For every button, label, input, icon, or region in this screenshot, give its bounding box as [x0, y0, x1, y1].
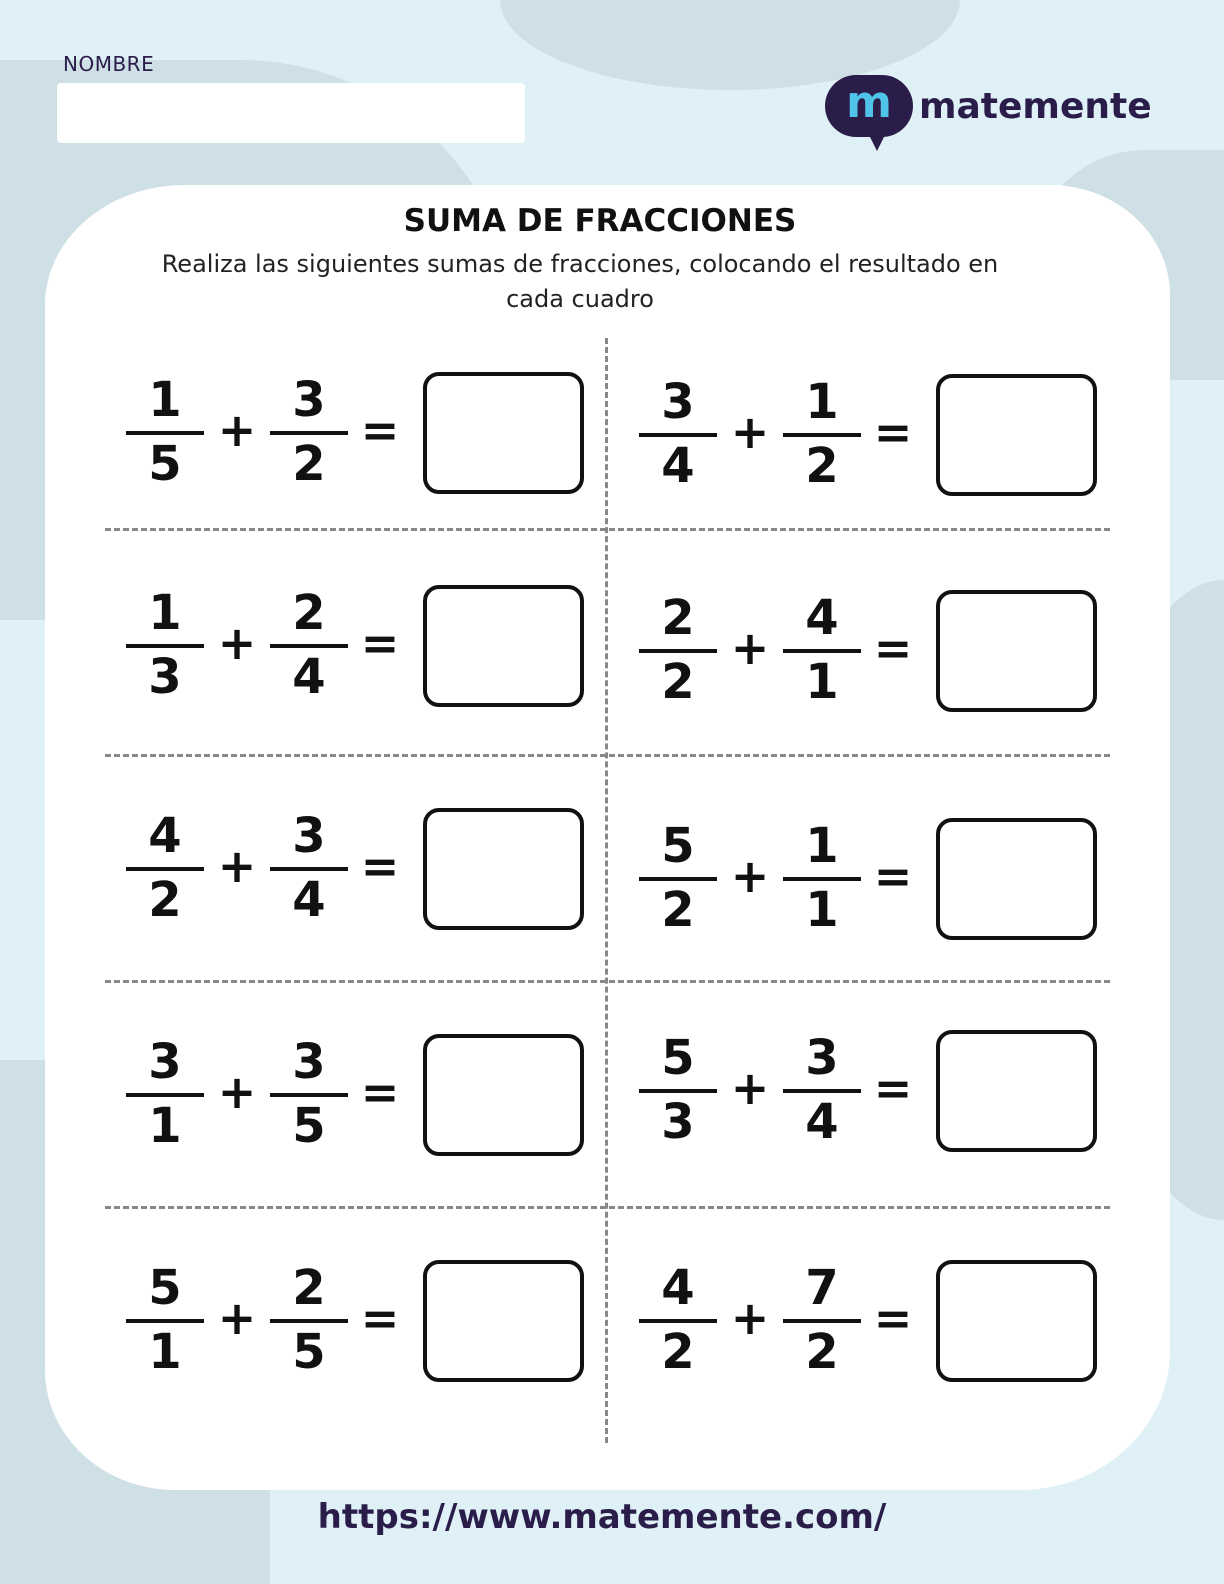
- denominator: 4: [805, 1094, 839, 1150]
- fraction-bar: [126, 431, 204, 435]
- equals-sign: =: [360, 1065, 400, 1119]
- denominator: 1: [148, 1324, 182, 1380]
- fraction-a: [639, 1030, 717, 1150]
- denominator: 3: [661, 1094, 695, 1150]
- numerator: 4: [148, 808, 182, 864]
- fraction-b: [270, 372, 348, 492]
- fraction-a: [639, 590, 717, 710]
- equals-sign: =: [873, 621, 913, 675]
- answer-box[interactable]: [423, 372, 584, 494]
- fraction-bar: [126, 867, 204, 871]
- numerator: 3: [148, 1034, 182, 1090]
- fraction-b: [270, 585, 348, 705]
- fraction-bar: [126, 644, 204, 648]
- fraction-bar: [783, 649, 861, 653]
- fraction-b: [783, 590, 861, 710]
- numerator: 1: [805, 818, 839, 874]
- fraction-b: [783, 1030, 861, 1150]
- fraction-b: [270, 1260, 348, 1380]
- equals-sign: =: [360, 616, 400, 670]
- fraction-bar: [639, 877, 717, 881]
- horizontal-divider: [105, 528, 1110, 531]
- fraction-b: [783, 374, 861, 494]
- name-label: NOMBRE: [63, 52, 155, 76]
- equals-sign: =: [873, 1061, 913, 1115]
- fraction-bar: [639, 649, 717, 653]
- plus-sign: +: [217, 403, 257, 457]
- equals-sign: =: [873, 405, 913, 459]
- denominator: 2: [661, 1324, 695, 1380]
- numerator: 5: [661, 818, 695, 874]
- plus-sign: +: [730, 849, 770, 903]
- fraction-bar: [126, 1319, 204, 1323]
- denominator: 3: [148, 649, 182, 705]
- fraction-bar: [270, 431, 348, 435]
- answer-box[interactable]: [936, 1030, 1097, 1152]
- fraction-b: [270, 1034, 348, 1154]
- answer-box[interactable]: [936, 590, 1097, 712]
- plus-sign: +: [730, 621, 770, 675]
- fraction-bar: [639, 1089, 717, 1093]
- fraction-a: [126, 372, 204, 492]
- fraction-bar: [126, 1093, 204, 1097]
- numerator: 1: [148, 372, 182, 428]
- numerator: 5: [148, 1260, 182, 1316]
- logo-letter: m: [846, 77, 892, 128]
- vertical-divider: [605, 338, 608, 1443]
- denominator: 5: [148, 436, 182, 492]
- fraction-a: [126, 585, 204, 705]
- denominator: 2: [661, 882, 695, 938]
- numerator: 2: [661, 590, 695, 646]
- answer-box[interactable]: [423, 1260, 584, 1382]
- numerator: 5: [661, 1030, 695, 1086]
- plus-sign: +: [217, 1291, 257, 1345]
- denominator: 5: [292, 1098, 326, 1154]
- equals-sign: =: [360, 839, 400, 893]
- speech-bubble-icon: [825, 75, 913, 137]
- numerator: 4: [661, 1260, 695, 1316]
- plus-sign: +: [730, 405, 770, 459]
- numerator: 2: [292, 585, 326, 641]
- horizontal-divider: [105, 980, 1110, 983]
- fraction-bar: [270, 644, 348, 648]
- denominator: 2: [148, 872, 182, 928]
- numerator: 2: [292, 1260, 326, 1316]
- fraction-b: [783, 1260, 861, 1380]
- numerator: 3: [805, 1030, 839, 1086]
- fraction-a: [126, 1260, 204, 1380]
- fraction-bar: [270, 1093, 348, 1097]
- denominator: 2: [805, 438, 839, 494]
- numerator: 3: [292, 808, 326, 864]
- denominator: 1: [805, 654, 839, 710]
- denominator: 4: [661, 438, 695, 494]
- fraction-bar: [639, 1319, 717, 1323]
- denominator: 2: [292, 436, 326, 492]
- fraction-bar: [783, 1089, 861, 1093]
- numerator: 7: [805, 1260, 839, 1316]
- plus-sign: +: [730, 1061, 770, 1115]
- horizontal-divider: [105, 1206, 1110, 1209]
- instructions: Realiza las siguientes sumas de fracciones, colocando el resultado en cada cuadro: [161, 250, 999, 313]
- equals-sign: =: [873, 849, 913, 903]
- name-input[interactable]: [57, 83, 525, 143]
- equals-sign: =: [360, 1291, 400, 1345]
- plus-sign: +: [217, 616, 257, 670]
- matemente-logo: [825, 75, 1152, 137]
- numerator: 3: [661, 374, 695, 430]
- fraction-bar: [639, 433, 717, 437]
- plus-sign: +: [217, 839, 257, 893]
- answer-box[interactable]: [423, 585, 584, 707]
- fraction-bar: [783, 433, 861, 437]
- fraction-bar: [270, 1319, 348, 1323]
- numerator: 1: [148, 585, 182, 641]
- denominator: 1: [805, 882, 839, 938]
- numerator: 1: [805, 374, 839, 430]
- answer-box[interactable]: [936, 818, 1097, 940]
- logo-text: matemente: [919, 85, 1152, 127]
- answer-box[interactable]: [936, 1260, 1097, 1382]
- denominator: 5: [292, 1324, 326, 1380]
- denominator: 4: [292, 872, 326, 928]
- fraction-a: [126, 808, 204, 928]
- numerator: 3: [292, 372, 326, 428]
- fraction-bar: [783, 877, 861, 881]
- denominator: 2: [805, 1324, 839, 1380]
- fraction-a: [639, 818, 717, 938]
- equals-sign: =: [360, 403, 400, 457]
- numerator: 3: [292, 1034, 326, 1090]
- fraction-a: [126, 1034, 204, 1154]
- fraction-bar: [783, 1319, 861, 1323]
- denominator: 2: [661, 654, 695, 710]
- numerator: 4: [805, 590, 839, 646]
- horizontal-divider: [105, 754, 1110, 757]
- fraction-a: [639, 1260, 717, 1380]
- fraction-a: [639, 374, 717, 494]
- page-title: SUMA DE FRACCIONES: [403, 203, 797, 239]
- denominator: 1: [148, 1098, 182, 1154]
- fraction-bar: [270, 867, 348, 871]
- fraction-b: [783, 818, 861, 938]
- equals-sign: =: [873, 1291, 913, 1345]
- plus-sign: +: [730, 1291, 770, 1345]
- answer-box[interactable]: [423, 808, 584, 930]
- footer-url[interactable]: https://www.matemente.com/: [317, 1497, 887, 1537]
- denominator: 4: [292, 649, 326, 705]
- plus-sign: +: [217, 1065, 257, 1119]
- answer-box[interactable]: [936, 374, 1097, 496]
- answer-box[interactable]: [423, 1034, 584, 1156]
- fraction-b: [270, 808, 348, 928]
